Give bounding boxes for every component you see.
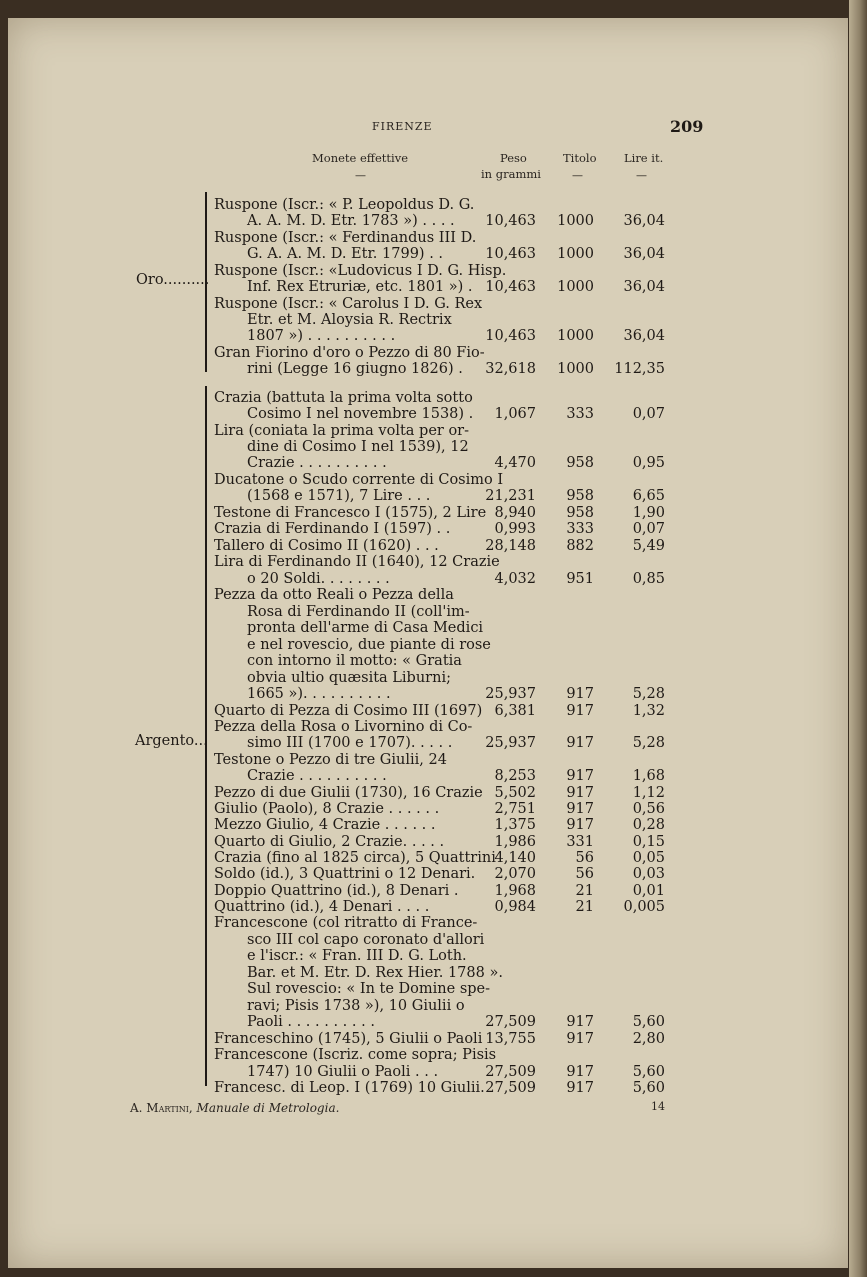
value-lire: 0,05 xyxy=(632,850,665,866)
table-row xyxy=(0,345,867,361)
fineness: 56 xyxy=(575,866,594,882)
weight-grams: 21,231 xyxy=(485,488,536,504)
coin-description: Testone o Pezzo di tre Giulii, 24 xyxy=(214,752,447,768)
coin-description: Franceschino (1745), 5 Giulii o Paoli xyxy=(214,1031,483,1047)
coin-description: Paoli . . . . . . . . . . xyxy=(247,1014,375,1030)
table-row xyxy=(0,752,867,768)
coin-description: Quarto di Giulio, 2 Crazie. . . . . xyxy=(214,834,445,850)
table-row xyxy=(0,998,867,1014)
table-row xyxy=(0,423,867,439)
table-row xyxy=(0,670,867,686)
table-row xyxy=(0,719,867,735)
table-row xyxy=(0,328,867,344)
table-row xyxy=(0,263,867,279)
col-head-weight-unit: in grammi xyxy=(481,167,541,181)
table-row xyxy=(0,246,867,262)
fineness: 1000 xyxy=(557,246,594,262)
table-row xyxy=(0,361,867,377)
coin-description: dine di Cosimo I nel 1539), 12 xyxy=(247,439,469,455)
weight-grams: 25,937 xyxy=(485,735,536,751)
coin-description: sco III col capo coronato d'allori xyxy=(247,932,485,948)
value-lire: 5,28 xyxy=(632,686,665,702)
group-label-argento: Argento... xyxy=(135,733,208,749)
running-head: FIRENZE xyxy=(372,120,433,133)
coin-description: Pezzo di due Giulii (1730), 16 Crazie xyxy=(214,785,483,801)
coin-description: Quattrino (id.), 4 Denari . . . . xyxy=(214,899,430,915)
value-lire: 36,04 xyxy=(623,246,665,262)
table-row xyxy=(0,768,867,784)
fineness: 958 xyxy=(566,488,594,504)
table-row xyxy=(0,981,867,997)
weight-grams: 1,375 xyxy=(494,817,536,833)
fineness: 56 xyxy=(575,850,594,866)
coin-description: Pezza da otto Reali o Pezza della xyxy=(214,587,454,603)
table-row xyxy=(0,571,867,587)
table-row xyxy=(0,1047,867,1063)
value-lire: 0,95 xyxy=(632,455,665,471)
coin-description: Ruspone (Iscr.: « Ferdinandus III D. xyxy=(214,230,477,246)
coin-description: Testone di Francesco I (1575), 2 Lire xyxy=(214,505,487,521)
coin-description: Mezzo Giulio, 4 Crazie . . . . . . xyxy=(214,817,436,833)
fineness: 917 xyxy=(566,1064,594,1080)
fineness: 917 xyxy=(566,1080,594,1096)
coin-description: Sul rovescio: « In te Domine spe- xyxy=(247,981,491,997)
fineness: 951 xyxy=(566,571,594,587)
coin-description: Tallero di Cosimo II (1620) . . . xyxy=(214,538,439,554)
table-row xyxy=(0,197,867,213)
coin-description: Ducatone o Scudo corrente di Cosimo I xyxy=(214,472,504,488)
fineness: 917 xyxy=(566,817,594,833)
table-row xyxy=(0,439,867,455)
coin-description: (1568 e 1571), 7 Lire . . . xyxy=(247,488,431,504)
weight-grams: 10,463 xyxy=(485,328,536,344)
weight-grams: 2,751 xyxy=(494,801,536,817)
coin-description: Quarto di Pezza di Cosimo III (1697) xyxy=(214,703,483,719)
table-row xyxy=(0,866,867,882)
coin-description: Lira (coniata la prima volta per or- xyxy=(214,423,470,439)
coin-description: Francescone (col ritratto di France- xyxy=(214,915,478,931)
value-lire: 0,03 xyxy=(632,866,665,882)
table-row xyxy=(0,899,867,915)
weight-grams: 13,755 xyxy=(485,1031,536,1047)
col-head-coin: Monete effettive xyxy=(312,151,408,165)
table-row xyxy=(0,1080,867,1096)
table-row xyxy=(0,801,867,817)
coin-description: Crazia (fino al 1825 circa), 5 Quattrini xyxy=(214,850,496,866)
value-lire: 112,35 xyxy=(614,361,665,377)
weight-grams: 0,984 xyxy=(494,899,536,915)
fineness: 1000 xyxy=(557,361,594,377)
coin-description: rini (Legge 16 giugno 1826) . xyxy=(247,361,463,377)
fineness: 917 xyxy=(566,1031,594,1047)
coin-description: Etr. et M. Aloysia R. Rectrix xyxy=(247,312,452,328)
table-row xyxy=(0,1031,867,1047)
coin-description: con intorno il motto: « Gratia xyxy=(247,653,462,669)
coin-description: A. A. M. D. Etr. 1783 ») . . . . xyxy=(247,213,455,229)
coin-description: Francesc. di Leop. I (1769) 10 Giulii. xyxy=(214,1080,485,1096)
table-row xyxy=(0,637,867,653)
footer-author: A. Martini, xyxy=(130,1101,193,1115)
weight-grams: 28,148 xyxy=(485,538,536,554)
coin-description: Crazie . . . . . . . . . . xyxy=(247,455,387,471)
table-row xyxy=(0,932,867,948)
coin-description: simo III (1700 e 1707). . . . . xyxy=(247,735,453,751)
coin-description: 1807 ») . . . . . . . . . . xyxy=(247,328,396,344)
coin-description: Crazia di Ferdinando I (1597) . . xyxy=(214,521,451,537)
table-row xyxy=(0,1014,867,1030)
table-row xyxy=(0,406,867,422)
coin-description: Inf. Rex Etruriæ, etc. 1801 ») . xyxy=(247,279,473,295)
fineness: 917 xyxy=(566,703,594,719)
value-lire: 5,60 xyxy=(632,1014,665,1030)
fineness: 882 xyxy=(566,538,594,554)
table-row xyxy=(0,883,867,899)
coin-description: e l'iscr.: « Fran. III D. G. Loth. xyxy=(247,948,467,964)
table-row xyxy=(0,390,867,406)
weight-grams: 27,509 xyxy=(485,1080,536,1096)
coin-description: Crazia (battuta la prima volta sotto xyxy=(214,390,473,406)
coin-description: ravi; Pisis 1738 »), 10 Giulii o xyxy=(247,998,465,1014)
fineness: 1000 xyxy=(557,279,594,295)
weight-grams: 10,463 xyxy=(485,279,536,295)
table-row xyxy=(0,850,867,866)
coin-description: 1665 »). . . . . . . . . . xyxy=(247,686,391,702)
weight-grams: 6,381 xyxy=(494,703,536,719)
fineness: 1000 xyxy=(557,213,594,229)
value-lire: 0,07 xyxy=(632,406,665,422)
table-row xyxy=(0,834,867,850)
value-lire: 5,60 xyxy=(632,1080,665,1096)
table-row xyxy=(0,587,867,603)
coin-description: Cosimo I nel novembre 1538) . xyxy=(247,406,474,422)
coin-description: G. A. A. M. D. Etr. 1799) . . xyxy=(247,246,444,262)
coin-description: Pezza della Rosa o Livornino di Co- xyxy=(214,719,473,735)
coin-description: Ruspone (Iscr.: « Carolus I D. G. Rex xyxy=(214,296,483,312)
page-number: 209 xyxy=(670,117,704,136)
coin-description: obvia ultio quæsita Liburni; xyxy=(247,670,451,686)
coin-description: pronta dell'arme di Casa Medici xyxy=(247,620,484,636)
table-row xyxy=(0,653,867,669)
table-row xyxy=(0,1064,867,1080)
table-row xyxy=(0,703,867,719)
fineness: 917 xyxy=(566,686,594,702)
fineness: 1000 xyxy=(557,328,594,344)
table-row xyxy=(0,488,867,504)
value-lire: 5,28 xyxy=(632,735,665,751)
coin-description: e nel rovescio, due piante di rose xyxy=(247,637,491,653)
weight-grams: 8,253 xyxy=(494,768,536,784)
coin-description: o 20 Soldi. . . . . . . . xyxy=(247,571,390,587)
weight-grams: 32,618 xyxy=(485,361,536,377)
group-label-oro: Oro.......... xyxy=(136,272,210,288)
coin-description: Ruspone (Iscr.: « P. Leopoldus D. G. xyxy=(214,197,475,213)
table-row xyxy=(0,785,867,801)
value-lire: 36,04 xyxy=(623,213,665,229)
value-lire: 2,80 xyxy=(632,1031,665,1047)
weight-grams: 2,070 xyxy=(494,866,536,882)
fineness: 917 xyxy=(566,1014,594,1030)
table-row xyxy=(0,620,867,636)
table-row xyxy=(0,312,867,328)
coin-description: Doppio Quattrino (id.), 8 Denari . xyxy=(214,883,459,899)
fineness: 21 xyxy=(575,883,594,899)
table-row xyxy=(0,604,867,620)
value-lire: 0,15 xyxy=(632,834,665,850)
fineness: 958 xyxy=(566,455,594,471)
table-row xyxy=(0,948,867,964)
table-row xyxy=(0,538,867,554)
coin-description: Lira di Ferdinando II (1640), 12 Crazie xyxy=(214,554,500,570)
fineness: 333 xyxy=(566,521,594,537)
weight-grams: 1,968 xyxy=(494,883,536,899)
table-row xyxy=(0,279,867,295)
value-lire: 0,01 xyxy=(632,883,665,899)
weight-grams: 27,509 xyxy=(485,1064,536,1080)
table-row xyxy=(0,915,867,931)
weight-grams: 27,509 xyxy=(485,1014,536,1030)
table-row xyxy=(0,472,867,488)
table-row xyxy=(0,455,867,471)
coin-description: Giulio (Paolo), 8 Crazie . . . . . . xyxy=(214,801,440,817)
weight-grams: 0,993 xyxy=(494,521,536,537)
coin-description: Bar. et M. Etr. D. Rex Hier. 1788 ». xyxy=(247,965,503,981)
coin-description: 1747) 10 Giulii o Paoli . . . xyxy=(247,1064,439,1080)
weight-grams: 1,067 xyxy=(494,406,536,422)
weight-grams: 5,502 xyxy=(494,785,536,801)
value-lire: 0,005 xyxy=(623,899,665,915)
coin-description: Soldo (id.), 3 Quattrini o 12 Denari. xyxy=(214,866,476,882)
coin-description: Gran Fiorino d'oro o Pezzo di 80 Fio- xyxy=(214,345,485,361)
value-lire: 1,90 xyxy=(632,505,665,521)
col-head-lire: Lire it. xyxy=(624,151,664,165)
fineness: 917 xyxy=(566,768,594,784)
table-row xyxy=(0,965,867,981)
value-lire: 0,56 xyxy=(632,801,665,817)
weight-grams: 8,940 xyxy=(494,505,536,521)
table-row xyxy=(0,521,867,537)
fineness: 331 xyxy=(566,834,594,850)
value-lire: 5,60 xyxy=(632,1064,665,1080)
value-lire: 0,07 xyxy=(632,521,665,537)
table-row xyxy=(0,554,867,570)
value-lire: 0,85 xyxy=(632,571,665,587)
col-dash-coin: — xyxy=(355,169,366,182)
fineness: 958 xyxy=(566,505,594,521)
table-row xyxy=(0,735,867,751)
coin-description: Crazie . . . . . . . . . . xyxy=(247,768,387,784)
table-row xyxy=(0,296,867,312)
fineness: 917 xyxy=(566,801,594,817)
weight-grams: 25,937 xyxy=(485,686,536,702)
value-lire: 0,28 xyxy=(632,817,665,833)
coin-description: Rosa di Ferdinando II (coll'im- xyxy=(247,604,470,620)
fineness: 917 xyxy=(566,735,594,751)
weight-grams: 10,463 xyxy=(485,246,536,262)
weight-grams: 10,463 xyxy=(485,213,536,229)
footer-book: Manuale di Metrologia. xyxy=(196,1101,340,1115)
table-row xyxy=(0,817,867,833)
fineness: 21 xyxy=(575,899,594,915)
value-lire: 1,12 xyxy=(632,785,665,801)
table-row xyxy=(0,686,867,702)
table-row xyxy=(0,213,867,229)
col-head-title: Titolo xyxy=(563,151,597,165)
value-lire: 36,04 xyxy=(623,328,665,344)
col-dash-title: — xyxy=(572,169,583,182)
value-lire: 6,65 xyxy=(632,488,665,504)
table-row xyxy=(0,230,867,246)
weight-grams: 1,986 xyxy=(494,834,536,850)
table-row xyxy=(0,505,867,521)
col-dash-lire: — xyxy=(636,169,647,182)
footer-credit xyxy=(130,1101,339,1115)
coin-description: Ruspone (Iscr.: «Ludovicus I D. G. Hisp. xyxy=(214,263,507,279)
weight-grams: 4,032 xyxy=(494,571,536,587)
fineness: 333 xyxy=(566,406,594,422)
signature-mark: 14 xyxy=(651,1100,665,1113)
weight-grams: 4,140 xyxy=(494,850,536,866)
value-lire: 1,68 xyxy=(632,768,665,784)
value-lire: 5,49 xyxy=(632,538,665,554)
value-lire: 36,04 xyxy=(623,279,665,295)
value-lire: 1,32 xyxy=(632,703,665,719)
col-head-weight: Peso xyxy=(500,151,527,165)
weight-grams: 4,470 xyxy=(494,455,536,471)
fineness: 917 xyxy=(566,785,594,801)
coin-description: Francescone (Iscriz. come sopra; Pisis xyxy=(214,1047,497,1063)
